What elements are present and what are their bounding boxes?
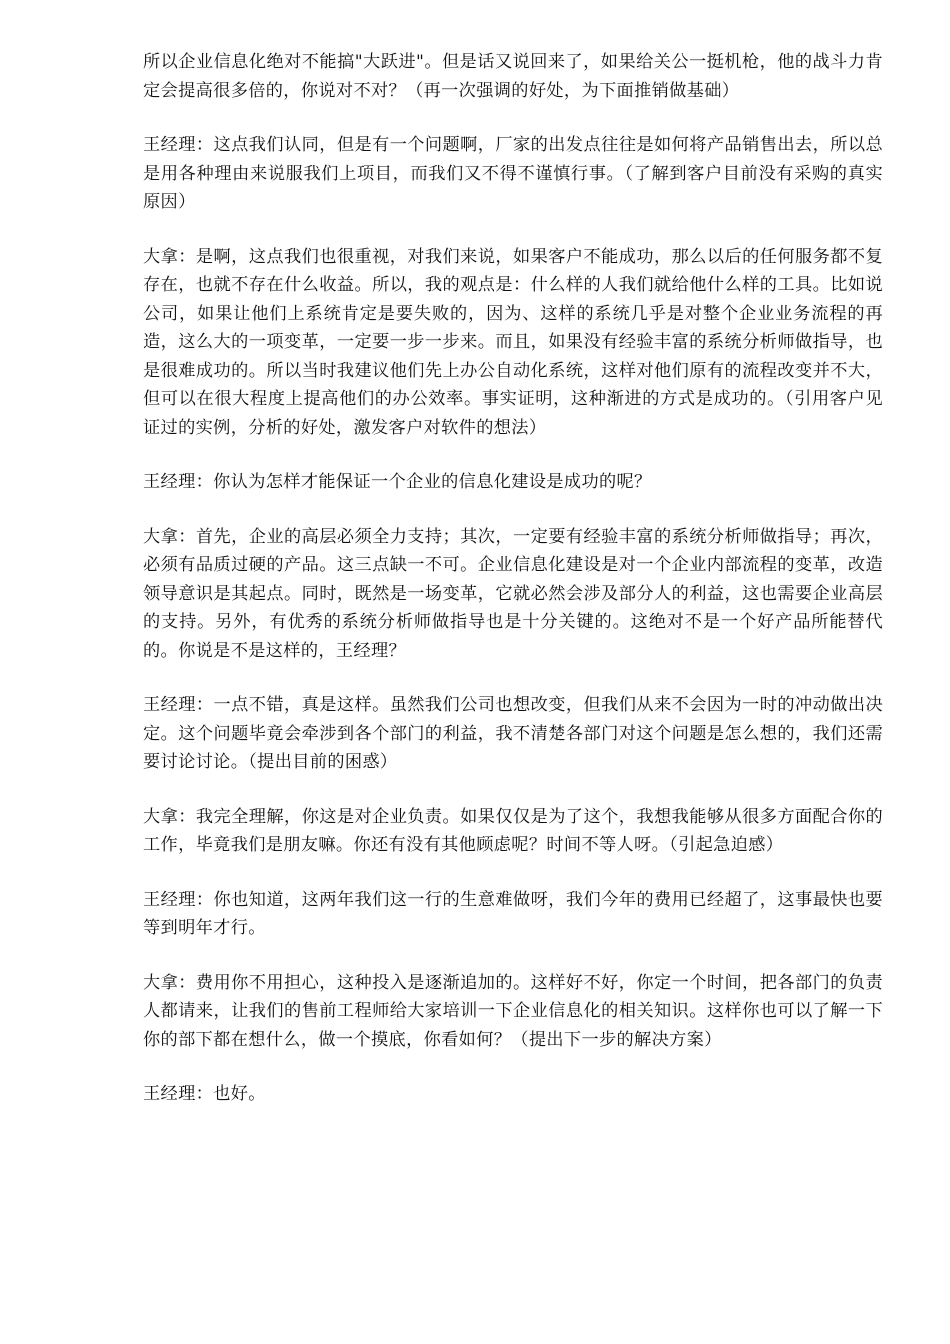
paragraph-10: 王经理：也好。: [143, 1084, 266, 1104]
paragraph-5: 大拿：首先，企业的高层必须全力支持；其次，一定要有经验丰富的系统分析师做指导；再次，必须有品质过硬的产品。这三点缺一不可。企业信息化建设是对一个企业内部流程的变革，改造领导意识是其起点。同时，既然是一场变革，它就必然会涉及部分人的利益，这也需要企业高层的支持。另外，有优秀的系统分析师做指导也是十分关键的。这绝对不是一个好产品所能替代的。你说是不是这样的，王经理？: [143, 526, 883, 661]
paragraph-3: 大拿：是啊，这点我们也很重视，对我们来说，如果客户不能成功，那么以后的任何服务都不复存在，也就不存在什么收益。所以，我的观点是：什么样的人我们就给他什么样的工具。比如说公司，如果让他们上系统肯定是要失败的，因为、这样的系统几乎是对整个企业业务流程的再造，这么大的一项变革，一定要一步一步来。而且，如果没有经验丰富的系统分析师做指导，也是很难成功的。所以当时我建议他们先上办公自动化系统，这样对他们原有的流程改变并不大，但可以在很大程度上提高他们的办公效率。事实证明，这种渐进的方式是成功的。（引用客户见证过的实例，分析的好处，激发客户对软件的想法）: [143, 246, 883, 438]
document-page: [143, 48, 883, 1135]
paragraph-2: 王经理：这点我们认同，但是有一个问题啊，厂家的出发点往往是如何将产品销售出去，所以总是用各种理由来说服我们上项目，而我们又不得不谨慎行事。（了解到客户目前没有采购的真实原因）: [143, 135, 883, 212]
paragraph-1: 所以企业信息化绝对不能搞"大跃进"。但是话又说回来了，如果给关公一挺机枪，他的战斗力肯定会提高很多倍的，你说对不对？（再一次强调的好处，为下面推销做基础）: [143, 52, 883, 101]
paragraph-6: 王经理：一点不错，真是这样。虽然我们公司也想改变，但我们从来不会因为一时的冲动做出决定。这个问题毕竟会牵涉到各个部门的利益，我不清楚各部门对这个问题是怎么想的，我们还需要讨论讨论。（提出目前的困惑）: [143, 695, 883, 772]
paragraph-4: 王经理：你认为怎样才能保证一个企业的信息化建设是成功的呢？: [143, 472, 652, 492]
paragraph-8: 王经理：你也知道，这两年我们这一行的生意难做呀，我们今年的费用已经超了，这事最快也要等到明年才行。: [143, 889, 883, 938]
paragraph-7: 大拿：我完全理解，你这是对企业负责。如果仅仅是为了这个，我想我能够从很多方面配合你的工作，毕竟我们是朋友嘛。你还有没有其他顾虑呢？时间不等人呀。（引起急迫感）: [143, 806, 883, 855]
paragraph-9: 大拿：费用你不用担心，这种投入是逐渐追加的。这样好不好，你定一个时间，把各部门的负责人都请来，让我们的售前工程师给大家培训一下企业信息化的相关知识。这样你也可以了解一下你的部下都在想什么，做一个摸底，你看如何？（提出下一步的解决方案）: [143, 972, 883, 1050]
